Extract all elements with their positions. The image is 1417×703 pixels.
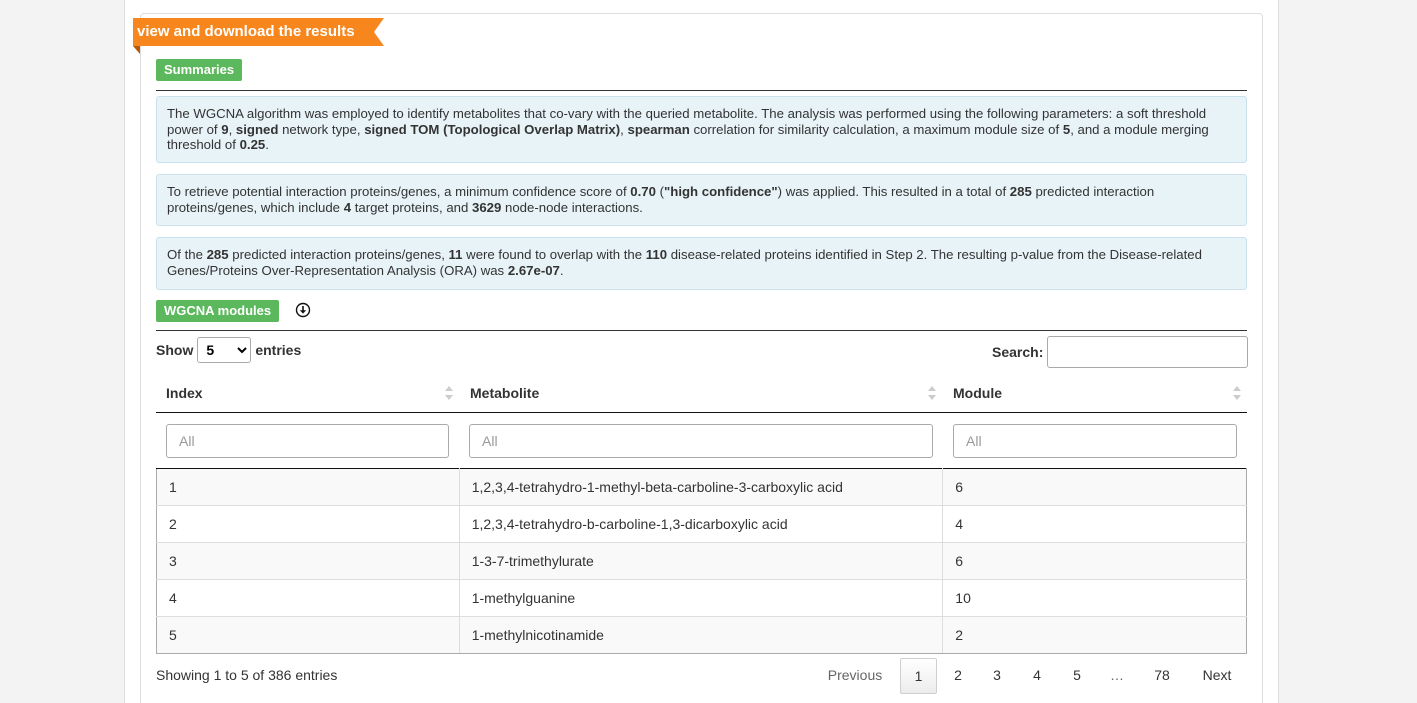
modules-table: [156, 468, 1247, 654]
cell-index: 5: [157, 617, 460, 654]
value: "high confidence": [664, 184, 778, 199]
pagination-ellipsis: …: [1110, 667, 1124, 683]
text: disease-related proteins identified in Step 2. The resulting p-value from the Disease-related Genes/Proteins Over-Representation Analysis (ORA) was: [167, 247, 1202, 278]
sort-icon: [928, 386, 936, 400]
download-circle-icon[interactable]: [295, 302, 311, 318]
cell-index: 2: [157, 506, 460, 543]
summary-ora: [156, 237, 1247, 290]
text: , and a module merging threshold of: [167, 121, 1209, 152]
table-row: [157, 580, 1247, 617]
column-header-label: Index: [166, 385, 203, 401]
column-header-label: Metabolite: [470, 385, 540, 401]
show-label: Show: [156, 342, 194, 358]
ribbon-title: view and download the results: [137, 23, 355, 40]
summaries-divider: [156, 90, 1247, 91]
value: 11: [448, 247, 463, 262]
column-header-index[interactable]: [156, 374, 459, 412]
cell-metabolite: 1,2,3,4-tetrahydro-1-methyl-beta-carboline-3-carboxylic acid: [459, 469, 943, 506]
summaries-badge: Summaries: [156, 59, 242, 81]
pagination-page-4[interactable]: 4: [1033, 667, 1041, 683]
value: 0.25: [239, 137, 266, 152]
modules-divider: [156, 330, 1247, 331]
page-length-control: [156, 337, 301, 363]
value: 2.67e-07: [507, 262, 560, 278]
text: Of the: [167, 247, 207, 262]
cell-module: 4: [943, 506, 1247, 543]
cell-module: 6: [943, 543, 1247, 580]
text: .: [559, 262, 564, 278]
text: predicted interaction proteins/genes,: [228, 247, 449, 262]
text: ,: [620, 121, 628, 137]
cell-metabolite: 1,2,3,4-tetrahydro-b-carboline-1,3-dicarboxylic acid: [459, 506, 943, 543]
value: 0.70: [630, 184, 656, 199]
filter-module-input[interactable]: [953, 424, 1237, 458]
value: 285: [206, 247, 229, 262]
column-header-metabolite[interactable]: [460, 374, 942, 412]
value: 9: [221, 121, 229, 137]
text: correlation for similarity calculation, a maximum module size of: [689, 121, 1063, 137]
table-row: [157, 469, 1247, 506]
cell-module: 2: [943, 617, 1247, 654]
summary-wgcna: [156, 96, 1247, 163]
value: 4: [343, 199, 352, 215]
text: ,: [228, 121, 236, 137]
value: signed TOM (Topological Overlap Matrix): [364, 121, 621, 137]
wgcna-modules-badge: WGCNA modules: [156, 300, 279, 322]
value: 5: [1062, 121, 1071, 137]
search-input[interactable]: [1047, 336, 1248, 368]
summary-interactions: [156, 174, 1247, 226]
value: signed: [235, 121, 279, 137]
pagination-page-5[interactable]: 5: [1073, 667, 1081, 683]
table-info: Showing 1 to 5 of 386 entries: [156, 667, 338, 683]
page-length-select[interactable]: [197, 337, 251, 363]
value: 3629: [472, 199, 502, 215]
value: 110: [645, 247, 668, 262]
table-row: [157, 506, 1247, 543]
column-header-module[interactable]: [943, 374, 1247, 412]
pagination-page-3[interactable]: 3: [993, 667, 1001, 683]
text: ) was applied. This resulted in a total of: [777, 184, 1010, 199]
column-header-label: Module: [953, 385, 1002, 401]
search-control: [992, 336, 1248, 368]
pagination-next[interactable]: Next: [1202, 667, 1232, 683]
pagination-page-1[interactable]: 1: [900, 658, 937, 694]
pagination-page-78[interactable]: 78: [1154, 667, 1170, 683]
value: 285: [1009, 184, 1032, 199]
cell-metabolite: 1-methylnicotinamide: [459, 617, 943, 654]
cell-module: 6: [943, 469, 1247, 506]
entries-label: entries: [255, 342, 302, 358]
section-ribbon: [133, 18, 384, 46]
cell-index: 3: [157, 543, 460, 580]
text: .: [265, 137, 269, 152]
sort-icon: [1233, 386, 1241, 400]
text: (: [655, 184, 665, 199]
pagination-previous[interactable]: Previous: [827, 667, 883, 683]
table-row: [157, 617, 1247, 654]
text: To retrieve potential interaction proteins/genes, a minimum confidence score of: [167, 184, 631, 199]
text: The WGCNA algorithm was employed to identify metabolites that co-vary with the queried metabolite. The analysis was performed using the following parameters: a soft threshold power of: [167, 106, 1207, 137]
cell-module: 10: [943, 580, 1247, 617]
cell-metabolite: 1-3-7-trimethylurate: [459, 543, 943, 580]
text: node-node interactions.: [501, 199, 643, 215]
text: network type,: [278, 121, 365, 137]
pagination-page-2[interactable]: 2: [954, 667, 962, 683]
cell-index: 4: [157, 580, 460, 617]
table-row: [157, 543, 1247, 580]
text: target proteins, and: [351, 199, 472, 215]
search-label: Search:: [992, 344, 1044, 360]
value: spearman: [627, 121, 690, 137]
cell-index: 1: [157, 469, 460, 506]
text: predicted interaction proteins/genes, which include: [167, 184, 1155, 215]
filter-metabolite-input[interactable]: [469, 424, 933, 458]
cell-metabolite: 1-methylguanine: [459, 580, 943, 617]
header-divider: [156, 412, 1247, 413]
filter-index-input[interactable]: [166, 424, 449, 458]
sort-icon: [445, 386, 453, 400]
text: were found to overlap with the: [462, 247, 646, 262]
